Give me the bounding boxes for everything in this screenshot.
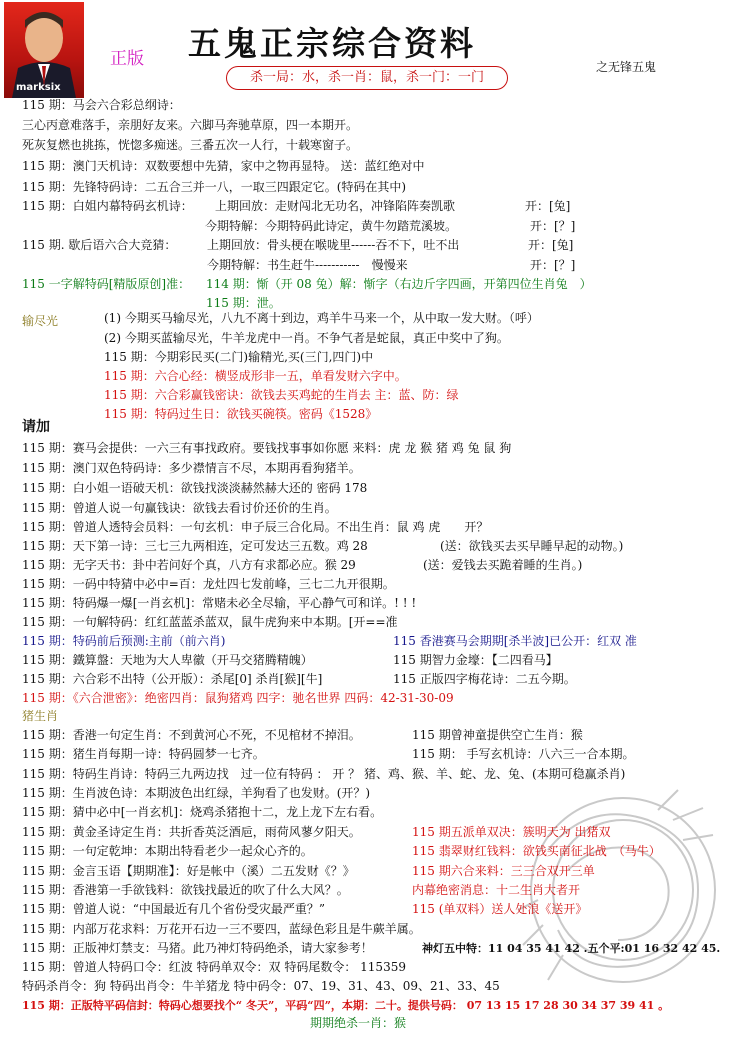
line-win-secret: 115 期：六合彩赢钱密诀：欲钱去买鸡蛇的生肖去 主：蓝、防：绿	[104, 388, 459, 402]
section-label-lose-all: 输尽光	[22, 314, 59, 328]
line-jade-money: 115 翡翠财红钱料：欲钱买南征北战 （马牛）	[412, 844, 661, 858]
line-guess-poem: 115 期：猪生肖每期一诗：特码圆梦一七齐。	[22, 747, 265, 761]
line-hk-first-hand: 115 期：香港第一手欲钱料：欲钱找最近的吹了什么大风？。	[22, 883, 349, 897]
edition-badge: 正版	[110, 49, 144, 69]
avatar	[4, 2, 84, 98]
page-subtitle: 之无锋五鬼	[596, 60, 657, 74]
line-plum-poem: 115 正版四字梅花诗：二五今期。	[393, 672, 576, 686]
line-golden-words: 115 期：金言玉语【期期准】：好是帐中（溪）二五发财《？》	[22, 864, 355, 878]
line-first-poem-gift: (送：欲钱买去买早睡早起的动物。)	[440, 539, 624, 553]
line-zeng-daoren: 115 期：曾道人说一句赢钱诀：欲钱去看讨价还价的生肖。	[22, 501, 337, 515]
line-no-special: 115 期：六合彩不出特（公开版）：杀尾[0] 杀肖[猴][牛]	[22, 672, 323, 686]
line-oneword-title: 115 一字解特码[精版原创]准：	[22, 277, 191, 291]
line-first-poem: 115 期：天下第一诗：三七三九两相连，定可发达三五数。鸡 28	[22, 539, 368, 553]
line-baijie-replay: 上期回放：走财闯北无功名，冲锋陷阵奏凯歌	[215, 199, 456, 213]
line-odd-even-5: 115 期五派单双决：簇明天为 出猪双	[412, 825, 611, 839]
line-idiom-current: 今期特解：书生赶牛----------- 慢慢来	[207, 258, 408, 272]
section-label-guess-zodiac: 猪生肖	[22, 709, 59, 723]
line-handwritten: 115 期： 手写玄机诗：八六三一合本期。	[412, 747, 635, 761]
line-baijie-title: 115 期：白姐内幕特码玄机诗：	[22, 199, 193, 213]
line-one-sentence-kun: 115 期：一句定乾坤：本期出特看老少一起众心齐的。	[22, 844, 313, 858]
line-birthday: 115 期：特码过生日：欲钱买碗筷。密码《1528》	[104, 407, 378, 421]
line-baijie-current-result: 开：[？]	[530, 219, 576, 233]
line-macau-poem: 115 期：澳门天机诗：双数要想中先猜，家中之物再显特。 送：蓝红绝对中	[22, 159, 425, 173]
line-burst: 115 期：特码爆一爆[一肖玄机]：常赌未必全尽输，平心静气可和详。! ! !	[22, 596, 417, 610]
page-title: 五鬼正宗综合资料	[188, 24, 476, 63]
line-lhc-material: 115 期六合来料：三三合双开三单	[412, 864, 595, 878]
line-zeng-said: 115 期：曾道人说：“中国最近有几个省份受灾最严重？”	[22, 902, 325, 916]
line-baijie-current: 今期特解：今期特码此诗定，黄牛勿踏荒溪坡。	[205, 219, 458, 233]
line-hk-half-wave: 115 香港赛马会期期[杀半波]已公开：红双 准	[393, 634, 637, 648]
line-abacus: 115 期：鐵算盤：天地为大人卑徽（开马交猪腾精魄）	[22, 653, 313, 667]
line-poem-1: 三心丙意难落手，亲朋好友来。六脚马奔驰草原，四一本期开。	[22, 118, 359, 132]
line-one-sentence: 115 期：一句解特码：红红蓝蓝杀蓝双，鼠牛虎狗来中本期。[开==准	[22, 615, 398, 629]
line-jockey-club: 115 期：赛马会提供：一六三有事找政府。要钱找事事如你愿 来料：虎 龙 猴 猪 鸡 兔 鼠 狗	[22, 441, 512, 455]
line-before-after: 115 期：特码前后预测:主前（前六肖)	[22, 634, 226, 648]
line-envelope: 115 期：正版特平码信封：特码心想要找个“ 冬天”，平码“四”，本期：二十。提供号码： 07 13 15 17 28 30 34 37 39 41 。	[22, 999, 670, 1012]
line-macau-dual: 115 期：澳门双色特码诗：多少襟情言不尽，本期再看狗猪羊。	[22, 461, 361, 475]
line-void-zodiac: 115 期曾神童提供空亡生肖：猴	[412, 728, 583, 742]
line-idiom-current-result: 开：[？]	[530, 258, 576, 272]
line-heart-sutra: 115 期：六合心经：横竖成形非一五，单看发财六字中。	[104, 369, 407, 383]
line-kill-zodiac-order: 特码杀肖令：狗 特码出肖令：牛羊猪龙 特中码令：07、19、31、43、09、21、33、45	[22, 979, 500, 993]
line-pioneer-poem: 115 期：先锋特码诗：二五合三并一八，一取三四跟定它。(特码在其中)	[22, 180, 407, 194]
line-poem-2: 死灰复燃也挑拣，恍惚多痴迷。三番五次一人行，十载寒窗子。	[22, 138, 359, 152]
line-oneword-115: 115 期：泄。	[206, 296, 281, 310]
line-zeng-password: 115 期：曾道人特码口令：红波 特码单双令：双 特码尾数令： 115359	[22, 960, 406, 974]
line-wisdom: 115 期智力金壕：【二四看马】	[393, 653, 558, 667]
line-golden-poem: 115 期：黄金圣诗定生肖：共折香英泛酒巵，雨荷风蓼夕阳天。	[22, 825, 361, 839]
line-kill-one-zodiac: 期期绝杀一肖：猴	[310, 1016, 407, 1030]
line-lose-3: 115 期：今期彩民买(二门)输精光,买(三门,四门)中	[104, 350, 374, 364]
line-guess-hit: 115 期：猜中必中[一肖玄机]：烧鸡杀猪抱十二，龙上龙下左右看。	[22, 805, 383, 819]
line-zeng-member: 115 期：曾道人透特会员料：一句玄机：申子辰三合化局。不出生肖：鼠 鸡 虎 开？	[22, 520, 489, 534]
line-hk-zodiac: 115 期：香港一句定生肖：不到黄河心不死，不见棺材不掉泪。	[22, 728, 361, 742]
line-bai-xiaojie: 115 期：白小姐一语破天机：欲钱找淡淡赫然赫大还的 密码 178	[22, 481, 368, 495]
line-one-code: 115 期：一码中特猜中必中=百：龙灶四七发前峰，三七二九开很期。	[22, 577, 395, 591]
line-idiom-replay-result: 开：[兔]	[528, 238, 574, 252]
line-magic-lamp: 115 期：正版神灯禁支：马猪。此乃神灯特码绝杀，请大家参考！	[22, 941, 373, 955]
line-leak-secret: 115 期：《六合泄密》：绝密四肖：鼠狗猪鸡 四字：驰名世界 四码：42-31-30-09	[22, 691, 454, 705]
line-total-outline: 115 期：马会六合彩总纲诗：	[22, 98, 181, 112]
line-wordless-book: 115 期：无字天书：卦中若问好个真，八方有求都必应。猴 29	[22, 558, 356, 572]
section-label-add: 请加	[22, 419, 50, 435]
line-magic-lamp-numbers: 神灯五中特：11 04 35 41 42 .五个平:01 16 32 42 45.	[422, 942, 721, 955]
line-idiom-replay: 上期回放：骨头梗在喉咙里------吞不下，吐不出	[207, 238, 460, 252]
line-idiom-title: 115 期. 歇后语六合大竞猜：	[22, 238, 177, 252]
line-baijie-replay-result: 开：[兔]	[525, 199, 571, 213]
line-wave-color: 115 期：生肖波色诗：本期波色出红绿，羊狗看了也发财。(开？)	[22, 786, 371, 800]
line-lose-1: (1) 今期买马输尽光，八九不离十到边，鸡羊牛马来一个，从中取一发大财。（呼）	[104, 311, 539, 325]
line-zodiac-poem: 115 期：特码生肖诗：特码三九两边找 过一位有特码 ： 开 ？ 猪、鸡、猴、羊、蛇、龙、兔、(本期可稳赢杀肖)	[22, 767, 626, 781]
line-wordless-gift: (送：爱钱去买跪着睡的生肖。)	[423, 558, 583, 572]
line-single-double: 115 (单双料）送人处浪《送开》	[412, 902, 588, 916]
line-flowers: 115 期：内部万花求料：万花开石边一三不要四，蓝绿色彩且是牛蕨羊属。	[22, 922, 421, 936]
kill-summary-box: 杀一局：水，杀一肖：鼠，杀一门：一门	[226, 66, 508, 90]
line-lose-2: (2) 今期买蓝输尽光，牛羊龙虎中一肖。不争气者是蛇鼠，真正中奖中了狗。	[104, 331, 509, 345]
line-insider: 内幕绝密消息：十二生肖大者开	[412, 883, 581, 897]
line-oneword-114: 114 期：惭（开 08 兔）解：惭字（右边斤字四画，开第四位生肖兔 ）	[206, 277, 592, 291]
avatar-caption: marksix	[16, 82, 61, 93]
